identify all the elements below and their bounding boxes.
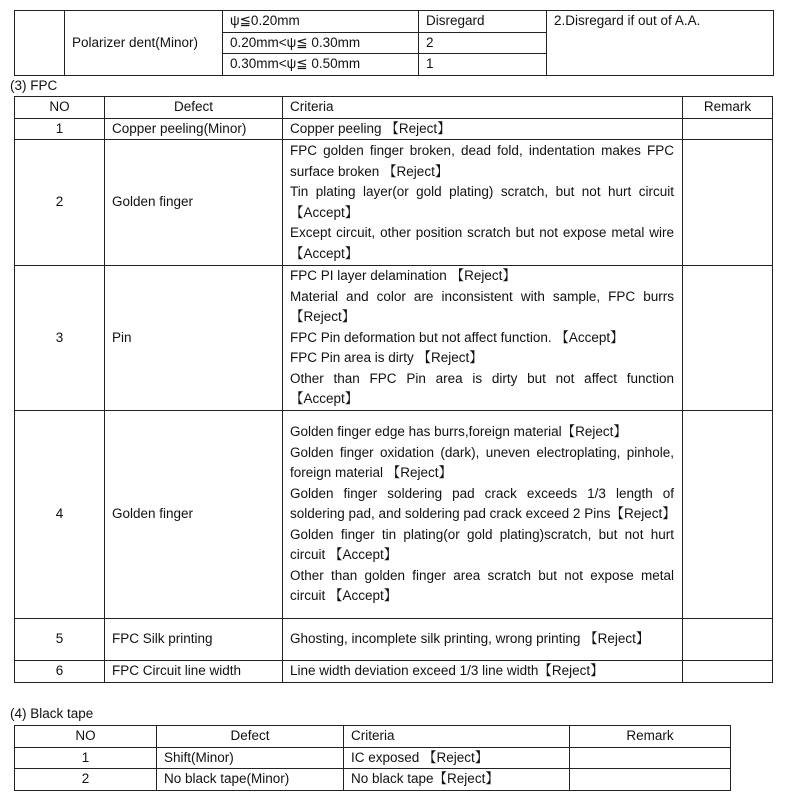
criteria-line: Other than FPC Pin area is dirty but not affect function 【Accept】	[290, 370, 674, 407]
row-criteria	[283, 661, 683, 683]
row-no: 3	[15, 266, 105, 411]
row-criteria	[283, 411, 683, 619]
criteria-line: FPC PI layer delamination 【Reject】	[290, 268, 516, 284]
criteria-line: Golden finger tin plating(or gold plating)scratch, but not hurt circuit 【Accept】	[290, 526, 674, 563]
table-row	[15, 747, 731, 769]
polarizer-count: Disregard	[419, 11, 547, 33]
criteria-line: Copper peeling 【Reject】	[290, 120, 451, 136]
row-no: 2	[15, 140, 105, 266]
header-no: NO	[15, 726, 157, 748]
criteria-line: Except circuit, other position scratch but not expose metal wire 【Accept】	[290, 225, 674, 261]
header-criteria: Criteria	[344, 726, 570, 748]
row-defect: FPC Circuit line width	[105, 661, 283, 683]
row-remark	[683, 411, 773, 619]
criteria-line: FPC golden finger broken, dead fold, indentation makes FPC surface broken 【Reject】	[290, 143, 674, 179]
polarizer-table	[14, 10, 774, 76]
polarizer-note: 2.Disregard if out of A.A.	[547, 11, 774, 76]
row-criteria	[283, 619, 683, 661]
criteria-line: FPC Pin area is dirty 【Reject】	[290, 350, 483, 366]
row-remark	[683, 619, 773, 661]
criteria-line: Ghosting, incomplete silk printing, wrong printing 【Reject】	[290, 631, 650, 647]
row-defect: Golden finger	[105, 140, 283, 266]
row-no: 2	[15, 769, 157, 791]
row-defect: Pin	[105, 266, 283, 411]
row-no: 1	[15, 118, 105, 140]
black-tape-section-title: (4) Black tape	[10, 706, 94, 721]
table-row	[15, 619, 773, 661]
table-row	[15, 118, 773, 140]
row-defect: Copper peeling(Minor)	[105, 118, 283, 140]
fpc-table	[14, 96, 773, 683]
row-criteria	[283, 118, 683, 140]
header-defect: Defect	[157, 726, 344, 748]
table-row	[15, 140, 773, 266]
header-defect: Defect	[105, 97, 283, 119]
row-no: 1	[15, 747, 157, 769]
row-no: 5	[15, 619, 105, 661]
criteria-line: Golden finger edge has burrs,foreign material【Reject】	[290, 424, 627, 440]
table-row	[15, 411, 773, 619]
row-no: 6	[15, 661, 105, 683]
criteria-line: Line width deviation exceed 1/3 line width【Reject】	[290, 663, 604, 678]
table-row	[15, 769, 731, 791]
criteria-line: Golden finger oxidation (dark), uneven electroplating, pinhole, foreign material 【Reject】	[290, 444, 674, 481]
polarizer-range: ψ≦0.20mm	[223, 11, 419, 33]
row-criteria	[283, 140, 683, 266]
polarizer-range: 0.30mm<ψ≦ 0.50mm	[223, 54, 419, 76]
polarizer-count: 1	[419, 54, 547, 76]
header-remark: Remark	[570, 726, 731, 748]
polarizer-count: 2	[419, 32, 547, 54]
criteria-line: Golden finger soldering pad crack exceeds 1/3 length of soldering pad, and soldering pad crack exceed 2 Pins【Reject】	[290, 485, 676, 522]
row-remark	[683, 266, 773, 411]
row-defect: Shift(Minor)	[157, 747, 344, 769]
row-no: 4	[15, 411, 105, 619]
row-criteria	[283, 266, 683, 411]
row-remark	[570, 747, 731, 769]
row-defect: No black tape(Minor)	[157, 769, 344, 791]
header-criteria: Criteria	[283, 97, 683, 119]
header-no: NO	[15, 97, 105, 119]
criteria-line: FPC Pin deformation but not affect function. 【Accept】	[290, 329, 624, 345]
criteria-line: Tin plating layer(or gold plating) scratch, but not hurt circuit 【Accept】	[290, 184, 674, 220]
row-criteria: IC exposed 【Reject】	[344, 747, 570, 769]
polarizer-item: Polarizer dent(Minor)	[65, 11, 223, 76]
row-defect: FPC Silk printing	[105, 619, 283, 661]
criteria-line: Other than golden finger area scratch but not expose metal circuit 【Accept】	[290, 567, 674, 604]
black-tape-table	[14, 725, 731, 791]
row-remark	[683, 140, 773, 266]
blank-cell	[15, 11, 65, 76]
row-remark	[570, 769, 731, 791]
polarizer-range: 0.20mm<ψ≦ 0.30mm	[223, 32, 419, 54]
row-defect: Golden finger	[105, 411, 283, 619]
criteria-line: Material and color are inconsistent with sample, FPC burrs 【Reject】	[290, 288, 674, 325]
row-remark	[683, 118, 773, 140]
fpc-section-title: (3) FPC	[10, 78, 58, 93]
table-row	[15, 266, 773, 411]
row-criteria: No black tape【Reject】	[344, 769, 570, 791]
table-row	[15, 661, 773, 683]
row-remark	[683, 661, 773, 683]
header-remark: Remark	[683, 97, 773, 119]
